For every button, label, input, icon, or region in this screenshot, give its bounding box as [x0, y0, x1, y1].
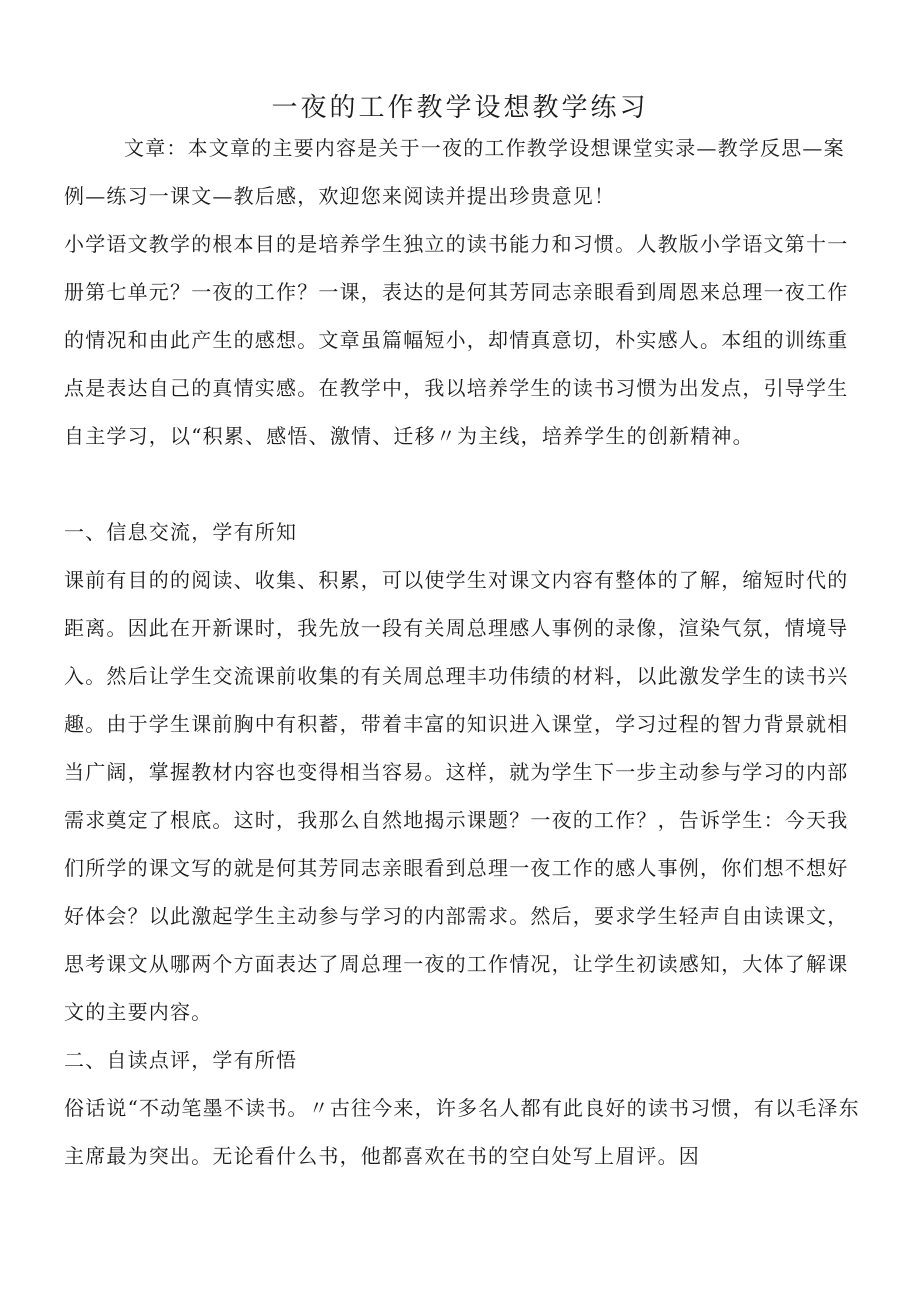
document-title: 一夜的工作教学设想教学练习: [271, 93, 649, 124]
section-body-1: 课前有目的的阅读、收集、积累，可以使学生对课文内容有整体的了解，缩短时代的距离。因此在开新课时，我先放一段有关周总理感人事例的录像，渲染气氛，情境导入。然后让学生交流课前收集的有关周总理丰功伟绩的材料，以此激发学生的读书兴趣。由于学生课前胸中有积蓄，带着丰富的知识进入课堂，学习过程的智力背景就相当广阔，掌握教材内容也变得相当容易。这样，就为学生下一步主动参与学习的内部需求奠定了根底。这时，我那么自然地揭示课题？一夜的工作？，告诉学生：今天我们所学的课文写的就是何其芳同志亲眼看到总理一夜工作的感人事例，你们想不想好好体会？以此激起学生主动参与学习的内部需求。然后，要求学生轻声自由读课文，思考课文从哪两个方面表达了周总理一夜的工作情况，让学生初读感知，大体了解课文的主要内容。: [64, 568, 849, 1024]
intro-paragraph: 小学语文教学的根本目的是培养学生独立的读书能力和习惯。人教版小学语文第十一册第七单元？一夜的工作？一课，表达的是何其芳同志亲眼看到周恩来总理一夜工作的情况和由此产生的感想。文章虽篇幅短小，却情真意切，朴实感人。本组的训练重点是表达自己的真情实感。在教学中，我以培养学生的读书习惯为出发点，引导学生自主学习，以“积累、感悟、激情、迁移〃为主线，培养学生的创新精神。: [64, 232, 849, 448]
section-heading-2: 二、自读点评，学有所悟: [64, 1048, 298, 1072]
summary-paragraph: 文章：本文章的主要内容是关于一夜的工作教学设想课堂实录—教学反思—案例—练习一课文—教后感，欢迎您来阅读并提出珍贵意见！: [64, 136, 845, 208]
section-heading-1: 一、信息交流，学有所知: [64, 520, 298, 544]
section-body-2: 俗话说“不动笔墨不读书。〃古往今来，许多名人都有此良好的读书习惯，有以毛泽东主席最为突出。无论看什么书，他都喜欢在书的空白处写上眉评。因: [64, 1096, 860, 1168]
